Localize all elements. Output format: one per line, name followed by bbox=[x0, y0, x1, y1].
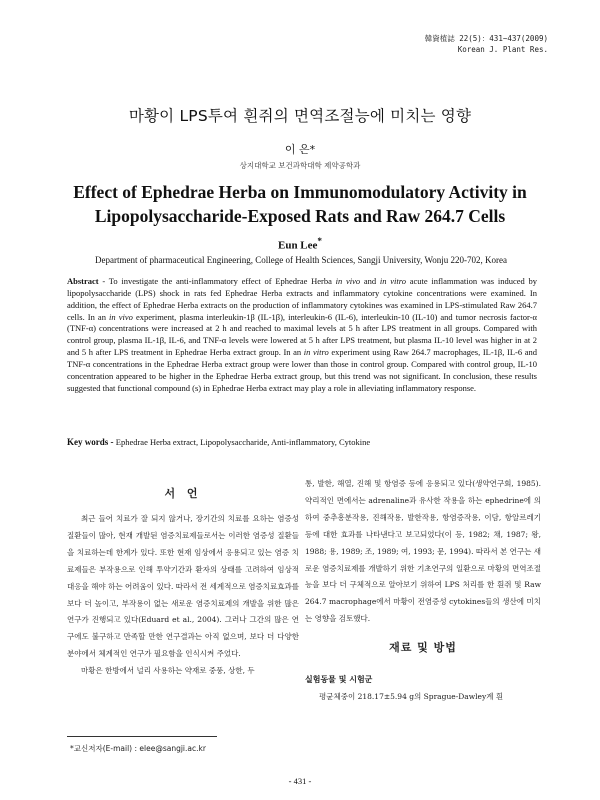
corresponding-author-footnote: *교신저자(E-mail) : elee@sangji.ac.kr bbox=[70, 744, 206, 753]
intro-paragraph-2: 마황은 한방에서 널리 사용하는 약재로 중풍, 상한, 두 bbox=[81, 666, 255, 676]
abstract-text: - To investigate the anti-inflammatory effect of Ephedrae Herba bbox=[98, 276, 336, 286]
journal-reference bbox=[425, 33, 548, 55]
keywords-text: Ephedrae Herba extract, Lipopolysaccharide, Anti-inflammatory, Cytokine bbox=[115, 437, 371, 447]
corresponding-mark: * bbox=[317, 236, 322, 246]
section-heading-methods: 재료 및 방법 bbox=[389, 641, 457, 655]
section-heading-introduction: 서 언 bbox=[164, 487, 202, 500]
footnote-divider bbox=[67, 736, 217, 737]
english-author bbox=[0, 236, 600, 252]
english-title-line2: Lipopolysaccharide-Exposed Rats and Raw 264.7 Cells bbox=[94, 206, 506, 226]
abstract-italic: in vivo bbox=[335, 276, 361, 286]
left-column bbox=[67, 476, 299, 680]
english-title-line1: Effect of Ephedrae Herba on Immunomodulatory Activity in bbox=[73, 182, 527, 202]
abstract-italic: in vitro bbox=[379, 276, 406, 286]
korean-affiliation: 상지대학교 보건과학대학 제약공학과 bbox=[239, 161, 361, 170]
abstract-text: and bbox=[360, 276, 380, 286]
keywords-label: Key words - bbox=[67, 437, 116, 447]
english-title bbox=[40, 180, 560, 228]
abstract-text: experiment, plasma interleukin-1β (IL-1β), interleukin-6 (IL-6), interleukin-10 (IL-10) and tumor necrosis factor-α (TNF-α) concentrations were increased at 2 h and reached to maximal levels at 5 h after LPS treatment in all groups. Compared with control group, plasma IL-1β, IL-6, and TNF-α levels were lowered at 5 h after LPS treatment, but plasma IL-10 level was higher in at 2 and 5 h after LPS treatment in Ephedrae Herba extract group. In an bbox=[67, 311, 537, 358]
intro-paragraph-continued: 통, 발한, 해열, 진해 및 항염증 등에 응용되고 있다(생약연구회, 1985). 약리적인 면에서는 adrenaline과 유사한 작용을 하는 ephedrine에 의하여 중추흥분작용, 진해작용, 발한작용, 항염증작용, 이담, 항알르레기 등에 대한 효과를 나타낸다고 보고되었다(이 등, 1982; 채, 1987; 왕, 1988; 용, 1989; 조, 1989; 여, 1993; 문, 1994). 따라서 본 연구는 새로운 염증치료제를 개발하기 위한 기초연구의 일환으로 마황의 면역조절능을 보다 더 구체적으로 알아보기 위하여 LPS 처리를 한 흰쥐 및 Raw 264.7 macrophage에서 마황이 전염증성 cytokines들의 생산에 미치는 영향을 검토했다. bbox=[305, 479, 541, 624]
right-column bbox=[305, 476, 541, 706]
abstract-text: experiment using Raw 264.7 macrophages, IL-1β, IL-6 and TNF-α concentrations in the Ephedrae Herba extract group were lower than those in control group. Compared with control group, IL-10 concentration appeared to be higher in the Ephedrae Herba extract group, but this trend was not significant. In conclusion, these results suggested that functional compound (s) in Ephedrae Herba extract may play a role in alleviating inflammatory response. bbox=[67, 347, 537, 393]
abstract-italic: in vivo bbox=[109, 311, 133, 322]
abstract-text: acute inflammation was induced by lipopolysaccharide (LPS) shock in rats fed Ephedrae Herba extracts and inflammatory cytokine concentrations were examined. In addition, the effect of Ephedrae Herba extracts on the production of inflammatory cytokines was examined in LPS-stimulated Raw 264.7 cells. In an bbox=[67, 276, 537, 322]
english-author-name: Eun Lee bbox=[277, 239, 318, 252]
journal-citation: 韓資植誌 22(5)：431~437(2009) bbox=[424, 34, 548, 43]
english-affiliation: Department of pharmaceutical Engineering, College of Health Sciences, Sangji University, Wonju 220-702, Korea bbox=[95, 255, 507, 265]
abstract-label: Abstract bbox=[67, 276, 99, 286]
abstract bbox=[67, 276, 537, 394]
journal-name: Korean J. Plant Res. bbox=[457, 45, 548, 54]
subsection-heading-animals: 실험동물 및 시험군 bbox=[305, 675, 373, 685]
intro-paragraph-1: 최근 들어 치료가 잘 되지 않거나, 장기간의 치료를 요하는 염증성 질환들이 많아, 현재 개발된 염증치료제들로서는 이러한 염증성 질환들을 치료하는데 한계가 있다. 또한 현재 임상에서 응용되고 있는 염증 치료제들은 부작용으로 인해 투약기간과 환자의 상태를 고려하여 임상적 대응을 해야 하는 어려움이 있다. 따라서 전 세계적으로 염증치료효과를 보다 더 높이고, 부작용이 없는 새로운 염증치료제의 개발을 위한 많은 연구가 진행되고 있다(Eduard et al., 2004). 그러나 그간의 많은 연구에도 불구하고 만족할 만한 연구결과는 아직 없으며, 보다 더 다양한 분야에서 체계적인 연구가 필요함을 인식시켜 주었다. bbox=[67, 514, 299, 659]
abstract-italic: in vitro bbox=[303, 347, 329, 358]
korean-author: 이 은* bbox=[284, 143, 316, 156]
keywords bbox=[67, 437, 537, 447]
methods-paragraph-1: 평균체중이 218.17±5.94 g의 Sprague-Dawley계 흰 bbox=[319, 692, 504, 702]
page-number: - 431 - bbox=[288, 776, 312, 786]
korean-title: 마황이 LPS투여 흰쥐의 면역조절능에 미치는 영향 bbox=[128, 107, 472, 125]
